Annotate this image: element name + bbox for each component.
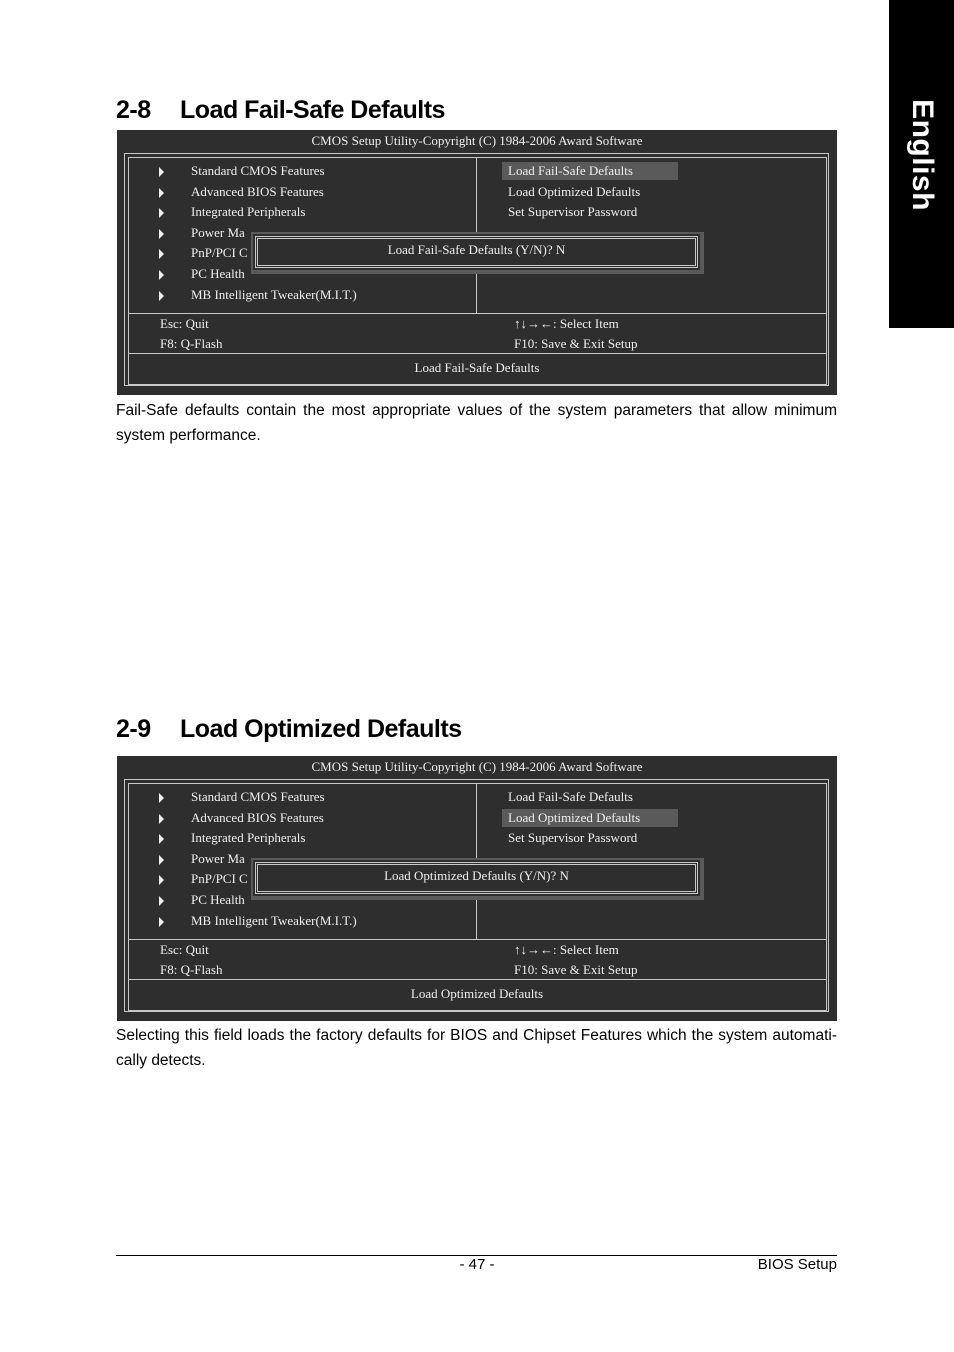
section-number: 2-8 [116,96,151,124]
bios-key-hint: ↑↓→←: Select Item [514,942,619,957]
chapter-name: BIOS Setup [757,1256,837,1273]
bios-menu-label: MB Intelligent Tweaker(M.I.T.) [191,912,357,928]
section-title [116,96,445,125]
bios-menu-label: Set Supervisor Password [508,830,638,846]
bios-screenshot [117,756,837,1021]
section-title [116,715,462,744]
bios-menu-item-selected[interactable] [508,162,678,183]
submenu-arrow-icon [159,896,164,906]
bios-menu-label: PnP/PCI C [191,871,248,887]
bios-menu-item-selected[interactable] [508,809,678,830]
section-description: Selecting this field loads the factory defaults for BIOS and Chipset Features which the system automati-cally detects. [116,1027,837,1069]
bios-header: CMOS Setup Utility-Copyright (C) 1984-2006 Award Software [311,133,643,148]
bios-divider [128,979,827,980]
dialog-prompt: Load Fail-Safe Defaults (Y/N)? N [387,242,566,257]
submenu-arrow-icon [159,855,164,865]
submenu-arrow-icon [159,814,164,824]
bios-menu-label: Advanced BIOS Features [191,183,324,199]
bios-divider [128,313,827,314]
confirm-dialog[interactable] [253,860,700,896]
dialog-prompt: Load Optimized Defaults (Y/N)? N [384,868,569,883]
bios-menu-label: Power Ma [191,224,245,240]
bios-right-menu [508,788,678,850]
bios-menu-label: Load Fail-Safe Defaults [508,789,633,804]
language-tab [889,0,954,328]
submenu-arrow-icon [159,270,164,280]
bios-divider [128,353,827,354]
section-description: Fail-Safe defaults contain the most appropriate values of the system parameters that allow minimum system performance. [116,402,837,444]
confirm-dialog[interactable] [253,234,700,270]
bios-menu-item[interactable] [508,788,678,809]
submenu-arrow-icon [159,917,164,927]
section-heading: Load Optimized Defaults [180,715,462,743]
submenu-arrow-icon [159,229,164,239]
bios-menu-item[interactable] [508,203,678,224]
bios-key-hint: F8: Q-Flash [160,336,223,351]
bios-screenshot [117,130,837,395]
bios-key-hint: F8: Q-Flash [160,962,223,977]
bios-key-hint: Esc: Quit [160,316,209,331]
submenu-arrow-icon [159,291,164,301]
bios-menu-label: Standard CMOS Features [191,789,325,804]
bios-status-line: Load Fail-Safe Defaults [414,360,540,375]
bios-header: CMOS Setup Utility-Copyright (C) 1984-2006 Award Software [311,759,643,774]
bios-menu-label: Load Optimized Defaults [508,183,641,199]
submenu-arrow-icon [159,208,164,218]
bios-menu-label: Power Ma [191,850,245,866]
submenu-arrow-icon [159,793,164,803]
bios-menu-label: Load Optimized Defaults [502,809,678,827]
bios-menu-label: Advanced BIOS Features [191,809,324,825]
submenu-arrow-icon [159,167,164,177]
bios-key-hint: F10: Save & Exit Setup [514,962,638,977]
bios-menu-label: Integrated Peripherals [191,204,306,220]
bios-status-line: Load Optimized Defaults [410,986,544,1001]
page-number: - 47 - [459,1256,495,1273]
section-number: 2-9 [116,715,151,743]
submenu-arrow-icon [159,249,164,259]
bios-menu-label: MB Intelligent Tweaker(M.I.T.) [191,286,357,302]
bios-key-hint: F10: Save & Exit Setup [514,336,638,351]
bios-divider [128,939,827,940]
bios-menu-label: PC Health [191,891,245,907]
bios-menu-label: Set Supervisor Password [508,204,638,220]
bios-menu-item[interactable] [508,183,678,204]
submenu-arrow-icon [159,834,164,844]
section-heading: Load Fail-Safe Defaults [180,96,445,124]
bios-right-menu [508,162,678,224]
bios-menu-label: Integrated Peripherals [191,830,306,846]
bios-menu-label: PnP/PCI C [191,245,248,261]
bios-menu-label: Standard CMOS Features [191,163,325,178]
submenu-arrow-icon [159,188,164,198]
submenu-arrow-icon [159,875,164,885]
bios-key-hint: Esc: Quit [160,942,209,957]
bios-menu-label: PC Health [191,265,245,281]
bios-key-hint: ↑↓→←: Select Item [514,316,619,331]
language-tab-label: English [905,99,939,211]
bios-menu-label: Load Fail-Safe Defaults [502,162,678,180]
bios-menu-item[interactable] [508,829,678,850]
